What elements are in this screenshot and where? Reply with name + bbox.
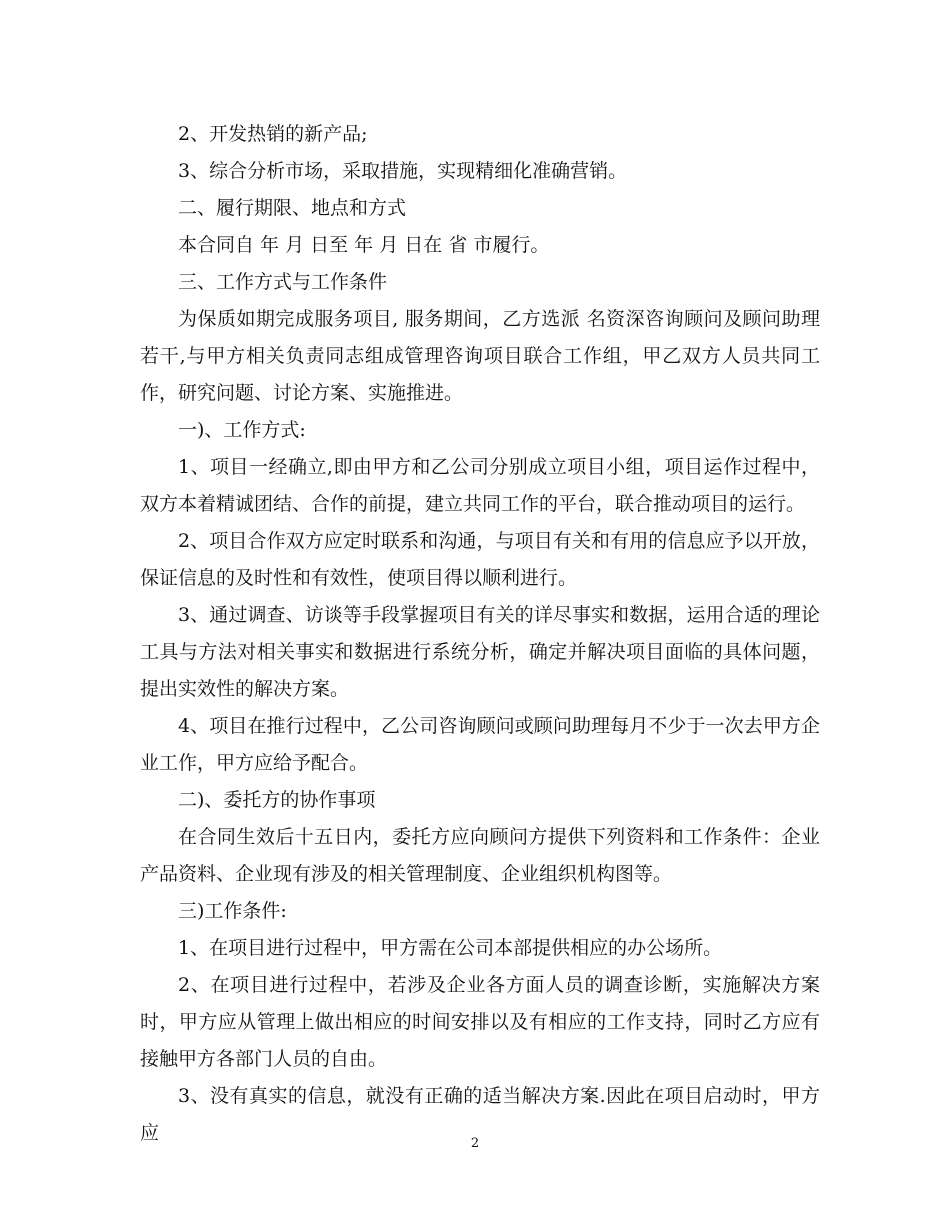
paragraph: 在合同生效后十五日内，委托方应向顾问方提供下列资料和工作条件：企业产品资料、企业现有涉及的相关管理制度、企业组织机构图等。 (140, 826, 820, 885)
subsection-heading: 二)、委托方的协作事项 (178, 789, 376, 811)
paragraph: 为保质如期完成服务项目, 服务期间，乙方选派 名资深咨询顾问及顾问助理若干,与甲方相关负责同志组成管理咨询项目联合工作组，甲乙双方人员共同工作，研究问题、讨论方案、实施推进。 (140, 308, 820, 404)
paragraph: 2、在项目进行过程中，若涉及企业各方面人员的调查诊断，实施解决方案时，甲方应从管理上做出相应的时间安排以及有相应的工作支持，同时乙方应有接触甲方各部门人员的自由。 (140, 974, 820, 1070)
page-number: 2 (470, 1136, 480, 1151)
paragraph: 2、项目合作双方应定时联系和沟通，与项目有关和有用的信息应予以开放，保证信息的及时性和有效性，使项目得以顺利进行。 (140, 530, 820, 589)
paragraph: 1、在项目进行过程中，甲方需在公司本部提供相应的办公场所。 (178, 937, 723, 959)
paragraph: 本合同自 年 月 日至 年 月 日在 省 市履行。 (178, 234, 550, 256)
document-body (140, 116, 820, 1152)
subsection-heading: 一)、工作方式: (178, 419, 306, 441)
paragraph: 3、没有真实的信息，就没有正确的适当解决方案.因此在项目启动时，甲方应 (140, 1085, 820, 1144)
paragraph: 2、开发热销的新产品; (178, 123, 368, 145)
section-heading: 二、履行期限、地点和方式 (178, 197, 407, 219)
paragraph: 3、通过调查、访谈等手段掌握项目有关的详尽事实和数据，运用合适的理论工具与方法对相关事实和数据进行系统分析，确定并解决项目面临的具体问题，提出实效性的解决方案。 (140, 604, 820, 700)
paragraph: 3、综合分析市场，采取措施，实现精细化准确营销。 (178, 160, 628, 182)
paragraph: 1、项目一经确立,即由甲方和乙公司分别成立项目小组，项目运作过程中，双方本着精诚团结、合作的前提，建立共同工作的平台，联合推动项目的运行。 (140, 456, 820, 515)
subsection-heading: 三)工作条件: (178, 900, 287, 922)
paragraph: 4、项目在推行过程中，乙公司咨询顾问或顾问助理每月不少于一次去甲方企业工作，甲方应给予配合。 (140, 715, 820, 774)
section-heading: 三、工作方式与工作条件 (178, 271, 388, 293)
